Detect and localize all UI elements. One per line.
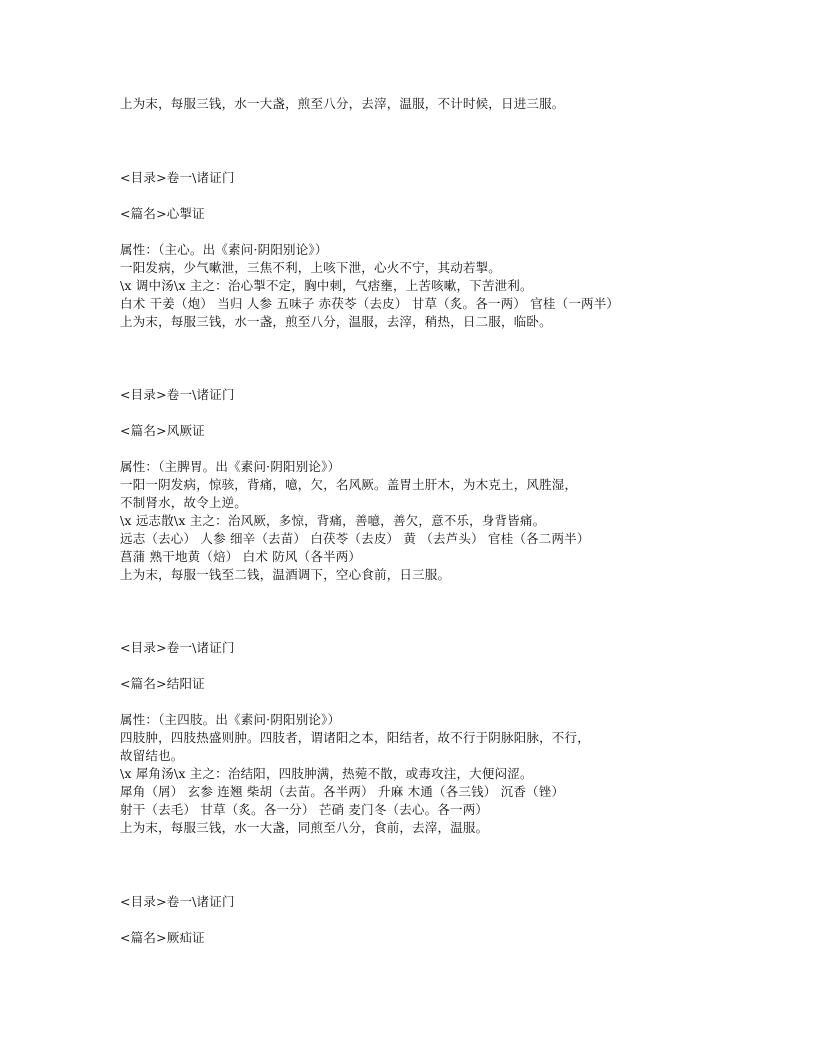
text-line: 犀角（屑） 玄参 连翘 柴胡（去苗。各半两） 升麻 木通（各三钱） 沉香（锉） xyxy=(120,784,565,799)
text-line: 远志（去心） 人参 细辛（去苗） 白茯苓（去皮） 黄 （去芦头） 官桂（各二两半） xyxy=(120,531,590,546)
text-line: 一阳发病，少气嗽泄，三焦不利，上咳下泄，心火不宁，其动若掣。 xyxy=(120,260,502,275)
text-line: 射干（去毛） 甘草（炙。各一分） 芒硝 麦门冬（去心。各一两） xyxy=(120,802,489,817)
catalog-heading: <目录>卷一\诸证门 xyxy=(120,387,235,402)
chapter-title: <篇名>结阳证 xyxy=(120,676,205,691)
text-line: \x 犀角汤\x 主之：治结阳，四肢肿满，热菀不散，或毒攻注，大便闷涩。 xyxy=(120,766,533,781)
catalog-heading: <目录>卷一\诸证门 xyxy=(120,894,235,909)
catalog-heading: <目录>卷一\诸证门 xyxy=(120,640,235,655)
text-line: 上为末，每服三钱，水一盏，煎至八分，温服，去滓，稍热，日二服，临卧。 xyxy=(120,314,552,329)
text-line: 上为末，每服一钱至二钱，温酒调下，空心食前，日三服。 xyxy=(120,567,451,582)
text-line: 一阳一阴发病，惊骇，背痛，噫，欠，名风厥。盖胃土肝木，为木克土，风胜湿， xyxy=(120,477,578,492)
catalog-heading: <目录>卷一\诸证门 xyxy=(120,170,235,185)
chapter-title: <篇名>风厥证 xyxy=(120,423,205,438)
text-line: \x 远志散\x 主之：治风厥，多惊，背痛，善噫，善欠，意不乐，身背皆痛。 xyxy=(120,513,546,528)
text-line: 不制肾水，故令上逆。 xyxy=(120,495,248,510)
text-line: \x 调中汤\x 主之：治心掣不定，胸中刺，气痞壅，上苦咳嗽，下苦泄利。 xyxy=(120,278,533,293)
text-line: 四肢肿，四肢热盛则肿。四肢者，谓诸阳之本，阳结者，故不行于阴脉阳脉，不行， xyxy=(120,730,590,745)
text-line: 白术 干姜（炮） 当归 人参 五味子 赤茯苓（去皮） 甘草（炙。各一两） 官桂（一两半） xyxy=(120,296,620,311)
text-line: 属性：（主四肢。出《素问·阴阳别论》） xyxy=(120,712,341,727)
text-line: 菖蒲 熟干地黄（焙） 白术 防风（各半两） xyxy=(120,549,362,564)
text-line: 属性：（主脾胃。出《素问·阴阳别论》） xyxy=(120,459,341,474)
chapter-title: <篇名>厥疝证 xyxy=(120,930,205,945)
text-line: 故留结也。 xyxy=(120,748,184,763)
chapter-title: <篇名>心掣证 xyxy=(120,206,205,221)
text-line: 上为末，每服三钱，水一大盏，煎至八分，去滓，温服，不计时候，日进三服。 xyxy=(120,96,565,111)
text-line: 上为末，每服三钱，水一大盏，同煎至八分，食前，去滓，温服。 xyxy=(120,820,489,835)
text-line: 属性：（主心。出《素问·阴阳别论》） xyxy=(120,242,328,257)
